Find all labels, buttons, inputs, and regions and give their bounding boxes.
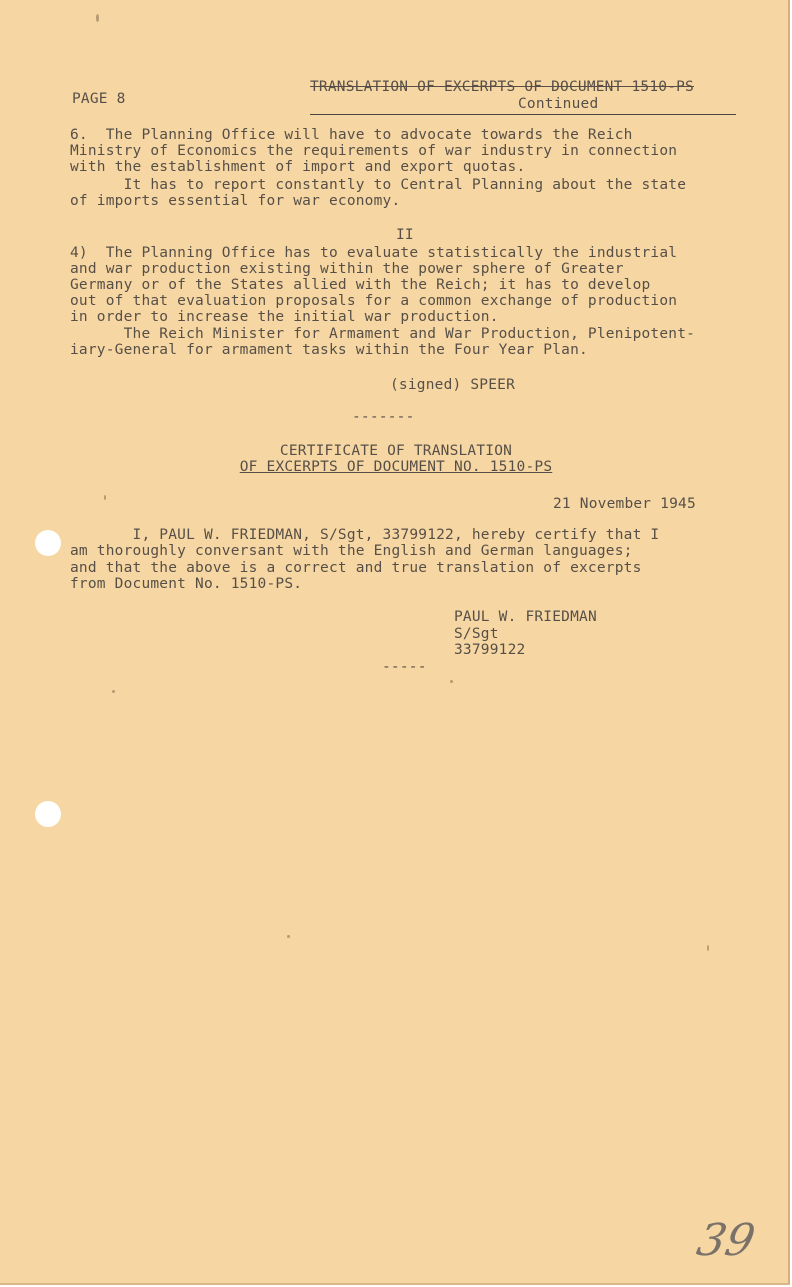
document-title: TRANSLATION OF EXCERPTS OF DOCUMENT 1510-PS <box>310 79 694 95</box>
paper-speck <box>112 690 115 693</box>
paragraph-line: 4) The Planning Office has to evaluate statistically the industrial <box>70 245 678 261</box>
paragraph-line: It has to report constantly to Central Planning about the state <box>70 177 687 193</box>
section-numeral: II <box>396 227 414 243</box>
end-separator: ----- <box>382 659 427 675</box>
paper-speck <box>287 935 290 938</box>
paragraph-line: with the establishment of import and export quotas. <box>70 159 526 175</box>
signature-name: PAUL W. FRIEDMAN <box>454 609 597 625</box>
certificate-line: and that the above is a correct and true translation of excerpts <box>70 560 642 576</box>
punch-hole <box>35 530 61 556</box>
certificate-line: from Document No. 1510-PS. <box>70 576 303 592</box>
paper-speck <box>104 495 106 500</box>
paragraph-line: Germany or of the States allied with the Reich; it has to develop <box>70 277 651 293</box>
handwritten-page-number: 39 <box>692 1215 760 1266</box>
paper-speck <box>450 680 453 683</box>
header-rule <box>310 114 736 115</box>
certificate-line: I, PAUL W. FRIEDMAN, S/Sgt, 33799122, hereby certify that I <box>70 527 660 543</box>
paragraph-line: out of that evaluation proposals for a common exchange of production <box>70 293 678 309</box>
signature-serial: 33799122 <box>454 642 526 658</box>
paragraph-line: and war production existing within the power sphere of Greater <box>70 261 624 277</box>
paper-speck <box>707 945 709 951</box>
certificate-date: 21 November 1945 <box>553 496 696 512</box>
paper-speck <box>96 14 99 22</box>
punch-hole <box>35 801 61 827</box>
separator: ------- <box>352 409 415 425</box>
signed-speer: (signed) SPEER <box>390 377 516 393</box>
signature-rank: S/Sgt <box>454 626 499 642</box>
paragraph-line: Ministry of Economics the requirements of war industry in connection <box>70 143 678 159</box>
paragraph-line: in order to increase the initial war production. <box>70 309 499 325</box>
certificate-line: am thoroughly conversant with the English and German languages; <box>70 543 633 559</box>
paragraph-line: 6. The Planning Office will have to advocate towards the Reich <box>70 127 633 143</box>
paragraph-line: of imports essential for war economy. <box>70 193 401 209</box>
certificate-title: CERTIFICATE OF TRANSLATION <box>279 443 513 459</box>
paragraph-line: The Reich Minister for Armament and War Production, Plenipotent- <box>70 326 696 342</box>
certificate-subtitle: OF EXCERPTS OF DOCUMENT NO. 1510-PS <box>239 459 553 475</box>
continued-label: Continued <box>518 96 599 112</box>
paragraph-line: iary-General for armament tasks within the Four Year Plan. <box>70 342 588 358</box>
page-label: PAGE 8 <box>72 91 126 107</box>
